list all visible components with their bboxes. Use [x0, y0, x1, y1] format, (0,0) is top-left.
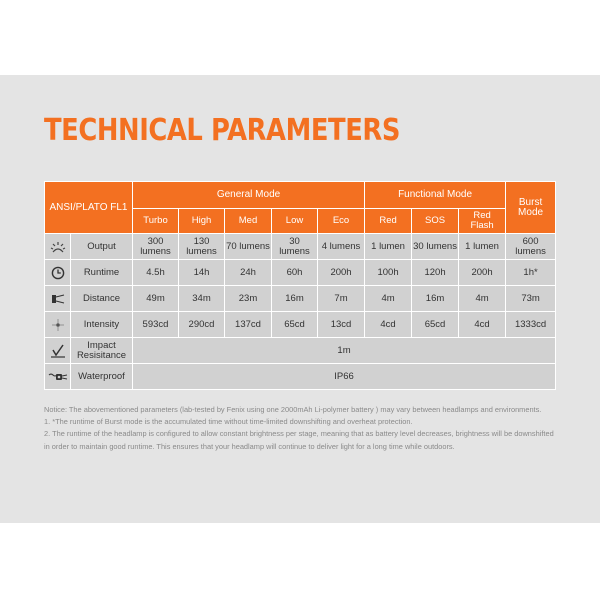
table-cell: 34m [179, 286, 225, 312]
notice-block [44, 404, 560, 453]
table-cell: 1 lumen [365, 234, 412, 260]
mode-low: Low [272, 209, 318, 234]
table-cell: 30 lumens [412, 234, 459, 260]
row-label-intensity: Intensity [71, 312, 133, 338]
table-cell: 200h [459, 260, 506, 286]
table-cell: 1333cd [506, 312, 556, 338]
table-cell: 14h [179, 260, 225, 286]
table-cell: 200h [318, 260, 365, 286]
general-mode-header: General Mode [133, 182, 365, 209]
row-label-waterproof: Waterproof [71, 364, 133, 390]
table-row [45, 234, 556, 260]
table-cell: 49m [133, 286, 179, 312]
output-icon [45, 234, 71, 260]
page-title: TECHNICAL PARAMETERS [44, 113, 400, 148]
notice-intro: Notice: The abovementioned parameters (lab-tested by Fenix using one 2000mAh Li-polymer battery ) may vary between headlamps and environments. [44, 405, 542, 414]
distance-icon [45, 286, 71, 312]
table-cell: 130 lumens [179, 234, 225, 260]
table-cell: 30 lumens [272, 234, 318, 260]
table-row [45, 312, 556, 338]
waterproof-icon [45, 364, 71, 390]
table-cell: 23m [225, 286, 272, 312]
table-cell: 7m [318, 286, 365, 312]
table-cell: 4cd [459, 312, 506, 338]
row-label-distance: Distance [71, 286, 133, 312]
table-cell: 137cd [225, 312, 272, 338]
table-cell: 16m [412, 286, 459, 312]
mode-red-flash: Red Flash [459, 209, 506, 234]
burst-mode-header: Burst Mode [506, 182, 556, 234]
intensity-icon [45, 312, 71, 338]
brand-header: ANSI/PLATO FL1 [45, 182, 133, 234]
impact-value: 1m [133, 338, 556, 364]
clock-icon [45, 260, 71, 286]
table-row [45, 260, 556, 286]
table-cell: 60h [272, 260, 318, 286]
table-cell: 1 lumen [459, 234, 506, 260]
table-cell: 24h [225, 260, 272, 286]
mode-red: Red [365, 209, 412, 234]
table-cell: 600 lumens [506, 234, 556, 260]
row-label-runtime: Runtime [71, 260, 133, 286]
table-cell: 4cd [365, 312, 412, 338]
table-cell: 65cd [412, 312, 459, 338]
table-cell: 4.5h [133, 260, 179, 286]
mode-turbo: Turbo [133, 209, 179, 234]
table-cell: 4 lumens [318, 234, 365, 260]
table-cell: 16m [272, 286, 318, 312]
mode-high: High [179, 209, 225, 234]
table-cell: 4m [365, 286, 412, 312]
table-cell: 65cd [272, 312, 318, 338]
table-cell: 100h [365, 260, 412, 286]
table-row [45, 286, 556, 312]
table-row [45, 364, 556, 390]
table-cell: 120h [412, 260, 459, 286]
mode-eco: Eco [318, 209, 365, 234]
notice-note-1: 1. *The runtime of Burst mode is the accumulated time without time-limited downshifting and overheat protection. [44, 417, 413, 427]
table-cell: 4m [459, 286, 506, 312]
notice-note-2: 2. The runtime of the headlamp is configured to allow constant brightness per stage, meaning that as battery level decreases, brightness will be downshifted in order to maintain good runtime. This ensures that your headlamp will continue to deliver light for a long time while outdoors. [44, 429, 554, 451]
table-cell: 593cd [133, 312, 179, 338]
mode-med: Med [225, 209, 272, 234]
functional-mode-header: Functional Mode [365, 182, 506, 209]
row-label-impact: Impact Resisitance [71, 338, 133, 364]
table-cell: 13cd [318, 312, 365, 338]
table-cell: 290cd [179, 312, 225, 338]
waterproof-value: IP66 [133, 364, 556, 390]
row-label-output: Output [71, 234, 133, 260]
spec-table [44, 181, 556, 390]
table-cell: 300 lumens [133, 234, 179, 260]
table-cell: 70 lumens [225, 234, 272, 260]
mode-sos: SOS [412, 209, 459, 234]
table-cell: 73m [506, 286, 556, 312]
impact-icon [45, 338, 71, 364]
table-row [45, 338, 556, 364]
table-cell: 1h* [506, 260, 556, 286]
